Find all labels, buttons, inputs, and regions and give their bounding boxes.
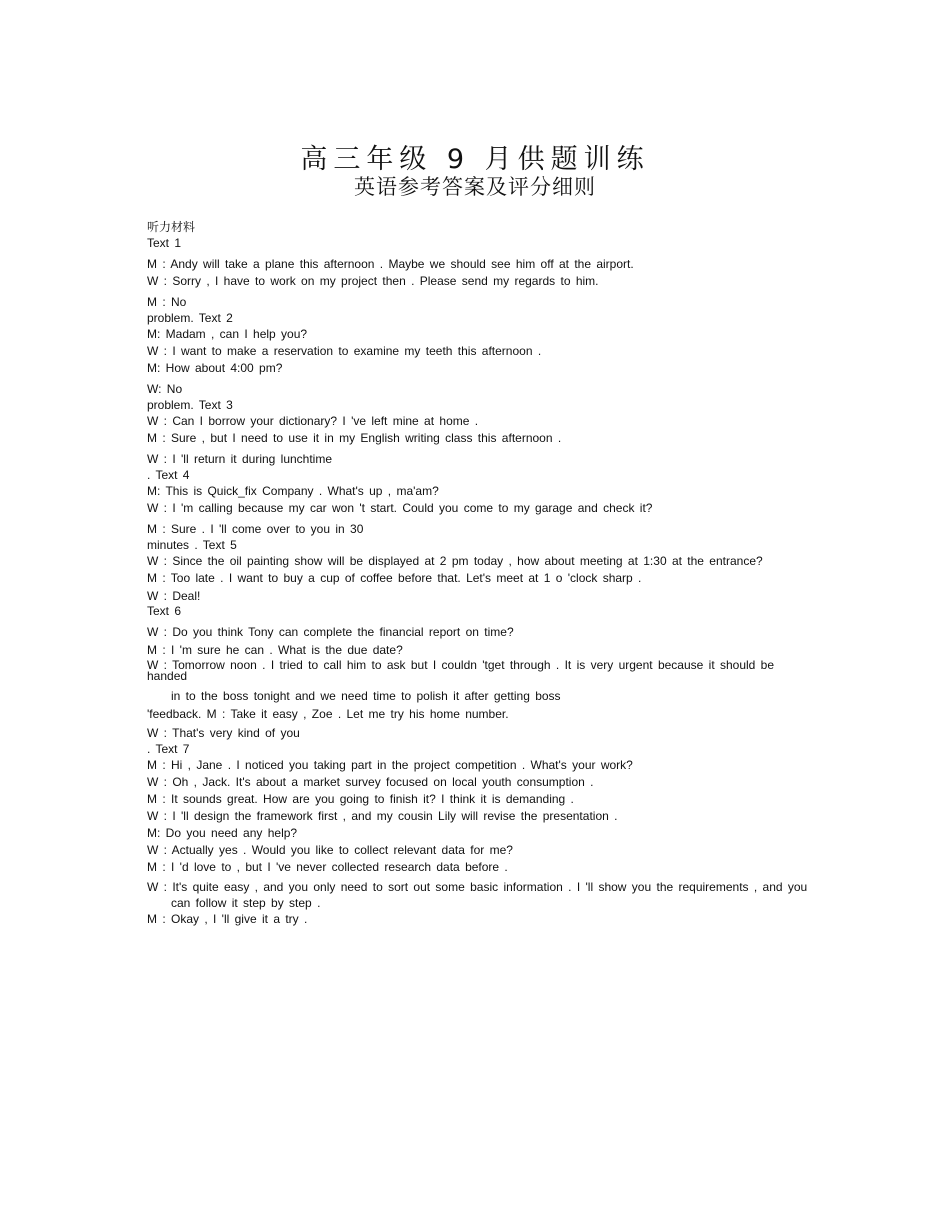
text-line: W : Since the oil painting show will be displayed at 2 pm today , how about meeting at 1:30 at the entrance? <box>147 554 763 568</box>
text-line: M : Sure . I 'll come over to you in 30 <box>147 522 364 536</box>
text-line: minutes . Text 5 <box>147 538 237 552</box>
text-line: M : Too late . I want to buy a cup of coffee before that. Let's meet at 1 o 'clock sharp . <box>147 571 642 585</box>
text-line: W : Oh , Jack. It's about a market survey focused on local youth consumption . <box>147 775 594 789</box>
text-line: M : Andy will take a plane this afternoon . Maybe we should see him off at the airport. <box>147 257 634 271</box>
text-line: . Text 7 <box>147 742 190 756</box>
text-line: Text 6 <box>147 604 182 618</box>
text-line: M : I 'm sure he can . What is the due date? <box>147 643 403 657</box>
text-line: W : Sorry , I have to work on my project then . Please send my regards to him. <box>147 274 599 288</box>
text-line: 'feedback. M : Take it easy , Zoe . Let me try his home number. <box>147 707 509 721</box>
text-line: W : Do you think Tony can complete the financial report on time? <box>147 625 514 639</box>
text-line: M: This is Quick_fix Company . What's up , ma'am? <box>147 484 439 498</box>
text-line: M: Madam , can I help you? <box>147 327 308 341</box>
text-line: W : Deal! <box>147 589 201 603</box>
text-line: problem. Text 2 <box>147 311 233 325</box>
text-line: M : No <box>147 295 187 309</box>
text-line: handed <box>147 669 188 683</box>
text-line: W : Actually yes . Would you like to collect relevant data for me? <box>147 843 513 857</box>
text-line: Text 1 <box>147 236 182 250</box>
section-label: 听力材料 <box>147 220 196 234</box>
text-line: W : I 'm calling because my car won 't start. Could you come to my garage and check it? <box>147 501 653 515</box>
text-line: M : Hi , Jane . I noticed you taking part in the project competition . What's your work? <box>147 758 633 772</box>
text-line: W : I 'll return it during lunchtime <box>147 452 333 466</box>
text-line: W : It's quite easy , and you only need to sort out some basic information . I 'll show you the requirements , and you <box>147 880 808 894</box>
text-line: in to the boss tonight and we need time to polish it after getting boss <box>171 689 561 703</box>
text-line: W : I 'll design the framework first , and my cousin Lily will revise the presentation . <box>147 809 618 823</box>
text-line: W : I want to make a reservation to examine my teeth this afternoon . <box>147 344 542 358</box>
text-line: M: Do you need any help? <box>147 826 298 840</box>
text-line: . Text 4 <box>147 468 190 482</box>
text-line: W: No <box>147 382 183 396</box>
text-line: M : Sure , but I need to use it in my English writing class this afternoon . <box>147 431 562 445</box>
page-title: 高三年级 9 月供题训练 <box>300 144 650 175</box>
text-line: M : It sounds great. How are you going to finish it? I think it is demanding . <box>147 792 574 806</box>
text-line: W : That's very kind of you <box>147 726 300 740</box>
text-line: M : Okay , I 'll give it a try . <box>147 912 308 926</box>
text-line: W : Can I borrow your dictionary? I 've left mine at home . <box>147 414 479 428</box>
text-line: M: How about 4:00 pm? <box>147 361 283 375</box>
text-line: M : I 'd love to , but I 've never collected research data before . <box>147 860 508 874</box>
page-subtitle: 英语参考答案及评分细则 <box>354 175 596 199</box>
text-line: can follow it step by step . <box>171 896 321 910</box>
text-line: problem. Text 3 <box>147 398 233 412</box>
text-line: W : Tomorrow noon . I tried to call him to ask but I couldn 'tget through . It is very urgent because it should be <box>147 658 775 672</box>
